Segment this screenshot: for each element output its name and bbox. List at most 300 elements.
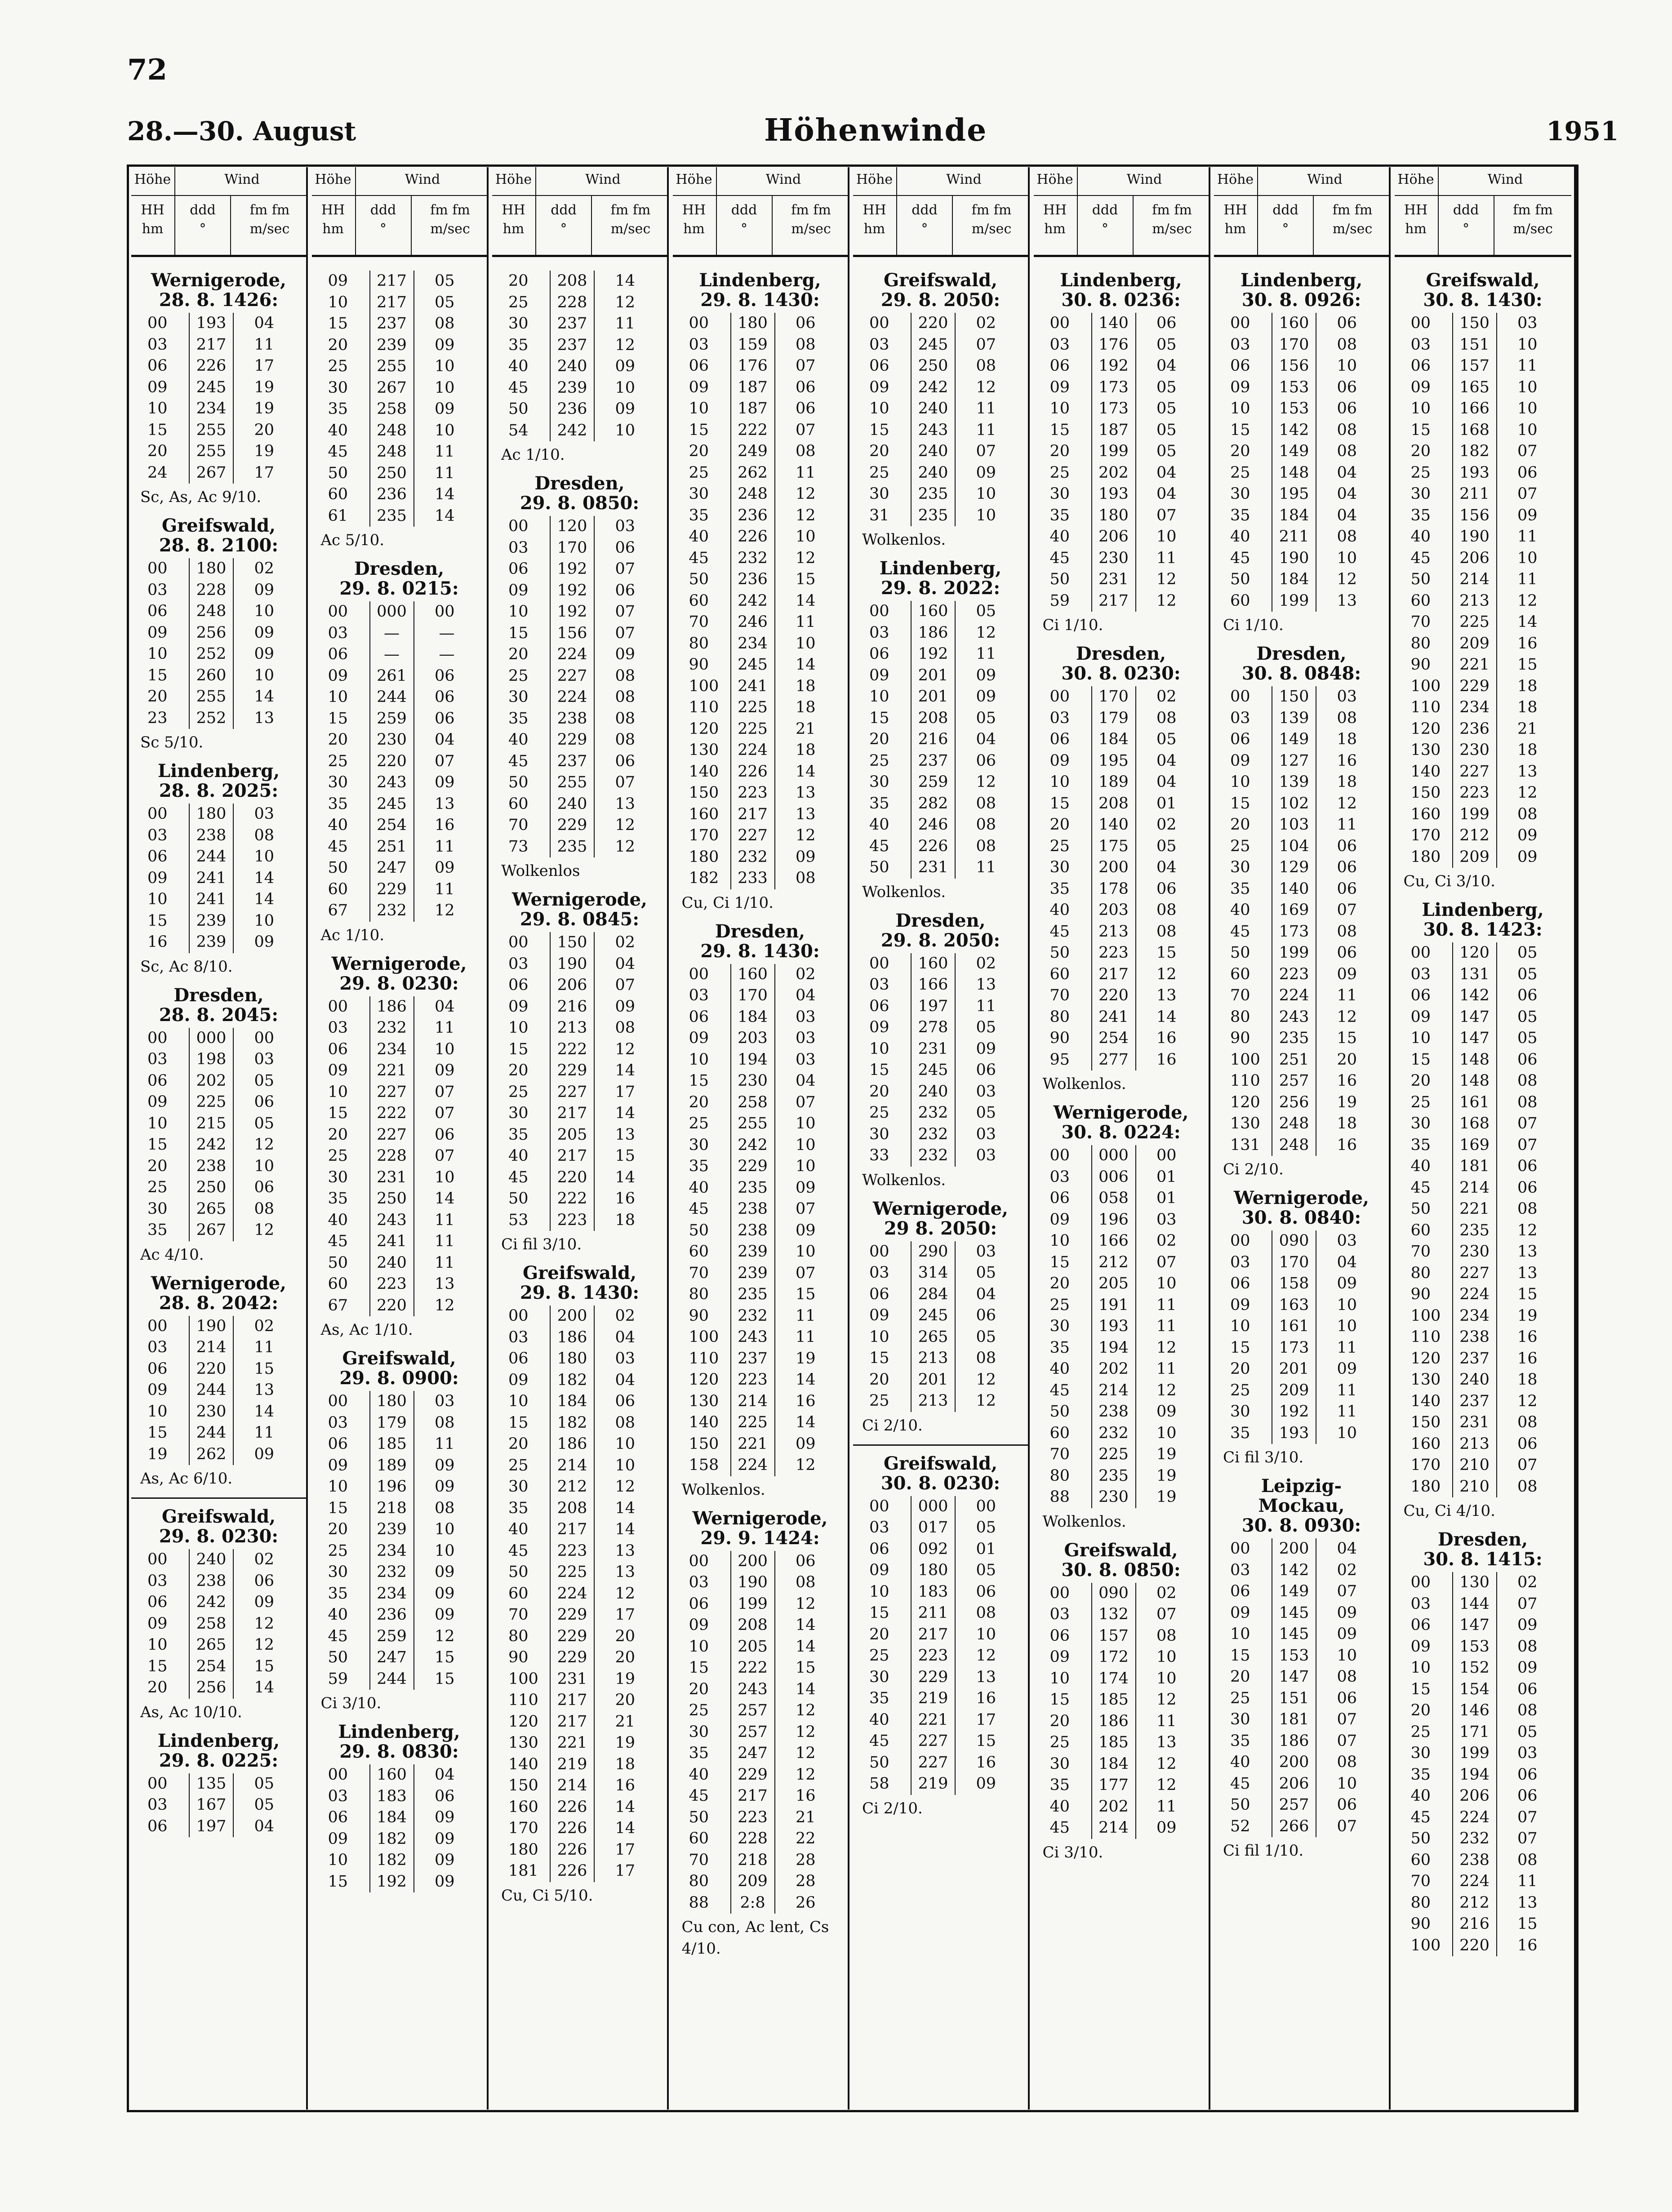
height-cell: 45 [869,1732,889,1750]
height-cell: 52 [1230,1817,1250,1835]
height-cell: 03 [869,976,889,994]
direction-cell: 199 [1453,804,1497,826]
table-row [1048,484,1179,505]
table-row [1228,1645,1360,1667]
table-row [507,1188,638,1210]
speed-cell: 12 [254,1221,274,1239]
direction-cell: 129 [1272,857,1316,879]
height-cell: 131 [1230,1136,1260,1154]
divider [952,195,953,257]
direction-cell: 238 [550,708,594,730]
speed-cell: 16 [795,1392,816,1410]
direction-cell: 225 [1092,1444,1136,1466]
direction-cell: 206 [1453,548,1497,569]
direction-cell: 182 [370,1829,414,1850]
direction-cell: 208 [550,1498,594,1519]
table-row [1409,377,1540,399]
header-direction [357,201,410,239]
height-cell: 10 [508,1392,529,1410]
height-cell: 06 [1410,1616,1431,1634]
direction-cell: 265 [189,1635,233,1656]
wind-table [1048,1583,1179,1839]
direction-cell: 221 [1453,1199,1497,1220]
speed-cell: 16 [1337,1072,1357,1090]
speed-cell: 05 [1156,442,1177,460]
table-row [1409,1892,1540,1914]
height-cell: 09 [147,1381,168,1399]
height-cell: 140 [689,1413,719,1431]
speed-cell: 12 [976,623,996,642]
table-row [867,1390,999,1412]
height-cell: 35 [1049,1776,1070,1794]
height-cell: 06 [869,1285,889,1303]
observation-date: 29. 8. 1430: [700,289,820,311]
speed-cell: 06 [1517,463,1538,482]
speed-cell: 04 [795,986,816,1004]
direction-cell: 182 [1453,441,1497,462]
speed-cell: 09 [976,1775,996,1793]
height-cell: 30 [1410,1115,1431,1133]
direction-cell: 205 [1092,1273,1136,1295]
table-row [867,1124,999,1146]
height-cell: 03 [869,335,889,354]
height-cell: 10 [1049,400,1070,418]
table-row [1409,1786,1540,1807]
speed-cell: 13 [1517,1893,1538,1912]
direction-cell: 166 [1453,398,1497,420]
direction-cell: 150 [1453,313,1497,334]
table-row [1409,804,1540,826]
table-row [1228,1359,1360,1380]
column-header [853,167,1028,257]
table-row [867,974,999,996]
speed-cell: 06 [615,581,635,600]
direction-cell: 229 [550,815,594,836]
speed-cell: 17 [615,1840,635,1859]
direction-cell: 171 [1453,1722,1497,1743]
table-row [1228,836,1360,857]
direction-cell: 213 [1453,1434,1497,1455]
table-row [1048,526,1179,548]
observation-date: 30. 8. 0230: [1061,663,1181,684]
table-row [1048,1145,1179,1167]
table-row [507,1541,638,1562]
speed-cell: 06 [1156,314,1177,332]
height-cell: 10 [1049,1232,1070,1250]
height-cell: 30 [508,315,529,333]
speed-cell: — [439,645,455,663]
direction-cell: 230 [1453,740,1497,761]
wind-table [326,1391,458,1690]
height-cell: 30 [1049,485,1070,503]
height-cell: 00 [147,1029,168,1047]
speed-cell: 11 [434,1232,455,1250]
speed-cell: 08 [976,357,996,375]
cloud-note: Ac 4/10. [140,1245,204,1264]
station-name: Dresden, [1256,643,1347,664]
table-row [867,814,999,836]
table-row [687,1892,818,1914]
height-cell: 90 [689,1306,709,1325]
height-cell: 50 [1410,1200,1431,1218]
header-speed [954,201,1029,239]
table-row [146,1049,277,1070]
height-cell: 20 [147,1157,168,1175]
table-row [1409,1306,1540,1327]
height-cell: 30 [1410,1744,1431,1762]
height-cell: 130 [1410,741,1441,759]
table-row [146,1028,277,1049]
direction-cell: 163 [1272,1295,1316,1316]
speed-cell: 05 [254,1774,274,1793]
height-cell: 20 [147,688,168,706]
table-row [1048,1689,1179,1711]
wind-table [326,271,458,527]
height-cell: 09 [1410,378,1431,396]
height-cell: 00 [1049,314,1070,332]
height-cell: 50 [869,858,889,876]
header-fm: fm fm [249,202,290,218]
direction-cell: 190 [189,1316,233,1337]
table-row [1048,857,1179,879]
speed-cell: 10 [1517,421,1538,439]
station-block [1401,900,1565,1522]
height-cell: 90 [1230,1029,1250,1047]
speed-cell: 20 [1337,1050,1357,1069]
direction-cell: 160 [911,601,955,622]
cloud-note: Ci 2/10. [862,1416,923,1435]
table-row [1228,1731,1360,1752]
table-row [867,1081,999,1103]
station-name: Wernigerode, [151,270,286,291]
height-cell: 140 [508,1755,538,1773]
speed-cell: 19 [1337,1093,1357,1111]
table-row [1048,1423,1179,1444]
height-cell: 150 [508,1777,538,1794]
direction-cell: 173 [1272,921,1316,943]
observation-date: 30. 8. 0230: [880,1472,1001,1494]
height-cell: 09 [1410,1008,1431,1026]
speed-cell: 12 [795,549,816,567]
direction-cell: 243 [370,1210,414,1231]
height-cell: 40 [328,1606,348,1624]
speed-cell: 04 [1337,485,1357,503]
table-row [1228,1070,1360,1092]
height-cell: 160 [1410,1435,1441,1453]
table-row [1048,921,1179,943]
direction-cell: 206 [1453,1786,1497,1807]
table-row [1409,1177,1540,1199]
table-row [687,1007,818,1028]
speed-cell: 08 [1517,1200,1538,1218]
height-cell: 06 [147,602,168,620]
direction-cell: 262 [189,1444,233,1466]
speed-cell: 04 [976,730,996,748]
speed-cell: 09 [434,1062,455,1079]
speed-cell: 08 [434,315,455,333]
direction-cell: 203 [1092,900,1136,921]
height-cell: 40 [1410,528,1431,546]
station-name: Dresden, [1076,643,1166,664]
height-cell: 06 [328,1040,348,1058]
direction-cell: 250 [370,463,414,484]
speed-cell: 04 [1156,485,1177,503]
direction-cell: 222 [731,1657,775,1679]
table-row [1409,1636,1540,1658]
table-row [1048,1316,1179,1337]
table-row [326,271,458,292]
speed-cell: 11 [1337,816,1357,834]
table-row [326,772,458,794]
table-row [1048,462,1179,484]
direction-cell: 198 [189,1049,233,1070]
height-cell: 00 [328,1766,348,1784]
station-block [679,1509,841,1960]
height-cell: 25 [1049,1296,1070,1314]
height-cell: 06 [147,848,168,866]
direction-cell: 201 [911,665,955,687]
height-cell: 25 [508,293,529,311]
direction-cell: 170 [1272,1252,1316,1274]
direction-cell: 184 [731,1007,775,1028]
speed-cell: 08 [1156,709,1177,727]
table-row [687,1306,818,1327]
table-row [326,1498,458,1519]
table-row [687,1070,818,1092]
direction-cell: 178 [1092,879,1136,900]
speed-cell: 13 [795,805,816,823]
direction-cell: 250 [370,1188,414,1210]
speed-cell: 19 [1156,1445,1177,1463]
table-row [146,1316,277,1337]
speed-cell: 06 [795,1552,816,1570]
table-row [867,377,999,399]
height-cell: 25 [1230,1381,1250,1399]
table-row [1228,1028,1360,1049]
station-block [498,474,661,882]
speed-cell: 08 [615,688,635,706]
direction-cell: 225 [731,719,775,740]
speed-cell: 12 [1337,1008,1357,1026]
observation-date: 29. 8. 0230: [339,973,459,994]
table-row [326,751,458,773]
table-row [326,1412,458,1434]
speed-cell: 12 [795,485,816,503]
direction-cell: 149 [1272,441,1316,462]
height-cell: 140 [1410,762,1441,781]
height-cell: 35 [869,794,889,813]
height-cell: 09 [869,378,889,396]
speed-cell: 07 [1337,1817,1357,1835]
height-cell: 06 [147,357,168,375]
height-cell: 50 [328,1648,348,1666]
direction-cell: 058 [1092,1188,1136,1209]
height-cell: 90 [1410,1285,1431,1303]
direction-cell: 232 [1092,1423,1136,1444]
height-cell: 40 [689,1178,709,1197]
table-row [1409,1594,1540,1615]
speed-cell: 08 [976,794,996,813]
height-cell: 10 [147,1114,168,1133]
direction-cell: 227 [731,825,775,847]
table-row [867,1060,999,1081]
table-row [1228,1049,1360,1071]
direction-cell: 235 [1272,1028,1316,1049]
table-row [507,356,638,378]
speed-cell: 06 [1337,400,1357,418]
speed-cell: 04 [1337,1540,1357,1558]
height-cell: 19 [147,1445,168,1463]
header-fm: fm fm [791,202,831,218]
direction-cell: 239 [370,335,414,356]
height-cell: 25 [508,1456,529,1475]
table-row [146,441,277,462]
speed-cell: 14 [615,1819,635,1837]
height-cell: 03 [328,624,348,642]
direction-cell: 192 [550,559,594,580]
direction-cell: 234 [370,1541,414,1562]
header-hm: hm [1044,221,1066,237]
speed-cell: 06 [254,1093,274,1111]
speed-cell: 10 [795,1157,816,1175]
direction-cell: 240 [911,398,955,420]
direction-cell: 234 [370,1039,414,1061]
station-block [138,1507,300,1723]
height-cell: 60 [1230,591,1250,610]
header-hm: hm [322,221,344,237]
height-cell: 50 [1230,1796,1250,1814]
height-cell: 160 [508,1798,538,1816]
height-cell: 35 [689,1157,709,1175]
direction-cell: 208 [731,1615,775,1636]
speed-cell: 11 [1156,1296,1177,1314]
height-cell: 09 [508,1371,529,1389]
direction-cell: 185 [370,1434,414,1455]
table-row [867,772,999,793]
table-row [146,1773,277,1795]
height-cell: 00 [1230,314,1250,332]
station-block [1220,644,1383,1180]
height-cell: 61 [328,506,348,525]
direction-cell: 090 [1092,1583,1136,1604]
table-row [146,1070,277,1092]
height-cell: 60 [1049,965,1070,983]
direction-cell: 217 [550,1711,594,1733]
direction-cell: 213 [911,1390,955,1412]
direction-cell: 186 [1272,1731,1316,1752]
table-row [687,1263,818,1284]
direction-cell: 224 [1453,1807,1497,1829]
speed-cell: 15 [1517,1285,1538,1303]
direction-cell: 212 [550,1476,594,1498]
speed-cell: 10 [976,1625,996,1643]
cloud-note: Wolkenlos. [1042,1075,1126,1093]
table-row [326,1562,458,1583]
direction-cell: 199 [1272,591,1316,612]
table-row [687,612,818,633]
table-row [326,1786,458,1808]
speed-cell: 08 [615,1413,635,1432]
direction-cell: 214 [1092,1380,1136,1402]
direction-cell: 238 [1453,1327,1497,1348]
speed-cell: 13 [976,976,996,994]
direction-cell: 181 [1453,1156,1497,1177]
table-row [326,1764,458,1786]
direction-cell: 241 [189,868,233,889]
table-row [1228,686,1360,708]
speed-cell: 09 [1517,1616,1538,1634]
speed-cell: 08 [1517,1072,1538,1090]
height-cell: 30 [328,378,348,397]
height-cell: 00 [1049,1584,1070,1602]
column-header [673,167,848,257]
height-cell: 20 [1410,1072,1431,1090]
speed-cell: 08 [1337,1668,1357,1686]
observation-date: 29. 8. 0845: [520,909,640,930]
speed-cell: 03 [1517,1744,1538,1762]
speed-cell: 07 [434,1083,455,1101]
height-cell: 30 [869,1668,889,1686]
direction-cell: 255 [189,441,233,462]
header-height-unit [131,201,174,239]
height-cell: 90 [508,1648,529,1666]
direction-cell: 185 [1092,1732,1136,1754]
speed-cell: 04 [795,1072,816,1090]
table-row [326,708,458,730]
speed-cell: 07 [615,603,635,621]
height-cell: 70 [1410,613,1431,631]
speed-cell: 05 [976,1018,996,1036]
speed-cell: 19 [1156,1488,1177,1506]
direction-cell: 201 [911,686,955,708]
height-cell: 09 [147,378,168,396]
table-row [687,1220,818,1242]
table-row [1409,334,1540,356]
speed-cell: 14 [615,1062,635,1079]
height-cell: 09 [508,581,529,600]
height-cell: 25 [689,1115,709,1133]
height-cell: 40 [869,1710,889,1729]
direction-cell: 170 [1272,334,1316,356]
table-row [1409,964,1540,986]
speed-cell: 11 [434,837,455,856]
table-row [1048,686,1179,708]
table-row [1048,1775,1179,1796]
speed-cell: 05 [976,1519,996,1537]
table-row [687,1850,818,1871]
table-row [867,1241,999,1263]
direction-cell: 232 [1453,1828,1497,1850]
direction-cell: 180 [189,558,233,580]
header-speed [413,201,488,239]
table-row [146,825,277,847]
height-cell: 50 [1049,570,1070,588]
direction-cell: 234 [1453,697,1497,719]
observation-date: 29. 8. 0225: [159,1750,279,1771]
height-cell: 60 [508,1584,529,1603]
direction-cell: 231 [550,1669,594,1690]
height-cell: 50 [328,859,348,877]
speed-cell: 09 [795,1435,816,1453]
direction-cell: 193 [1453,462,1497,484]
speed-cell: 12 [795,826,816,844]
height-cell: 45 [689,1787,709,1805]
direction-cell: 216 [1453,1914,1497,1935]
direction-cell: 267 [189,1220,233,1241]
data-column [673,167,849,2110]
height-cell: 40 [328,421,348,440]
direction-cell: 261 [370,666,414,687]
